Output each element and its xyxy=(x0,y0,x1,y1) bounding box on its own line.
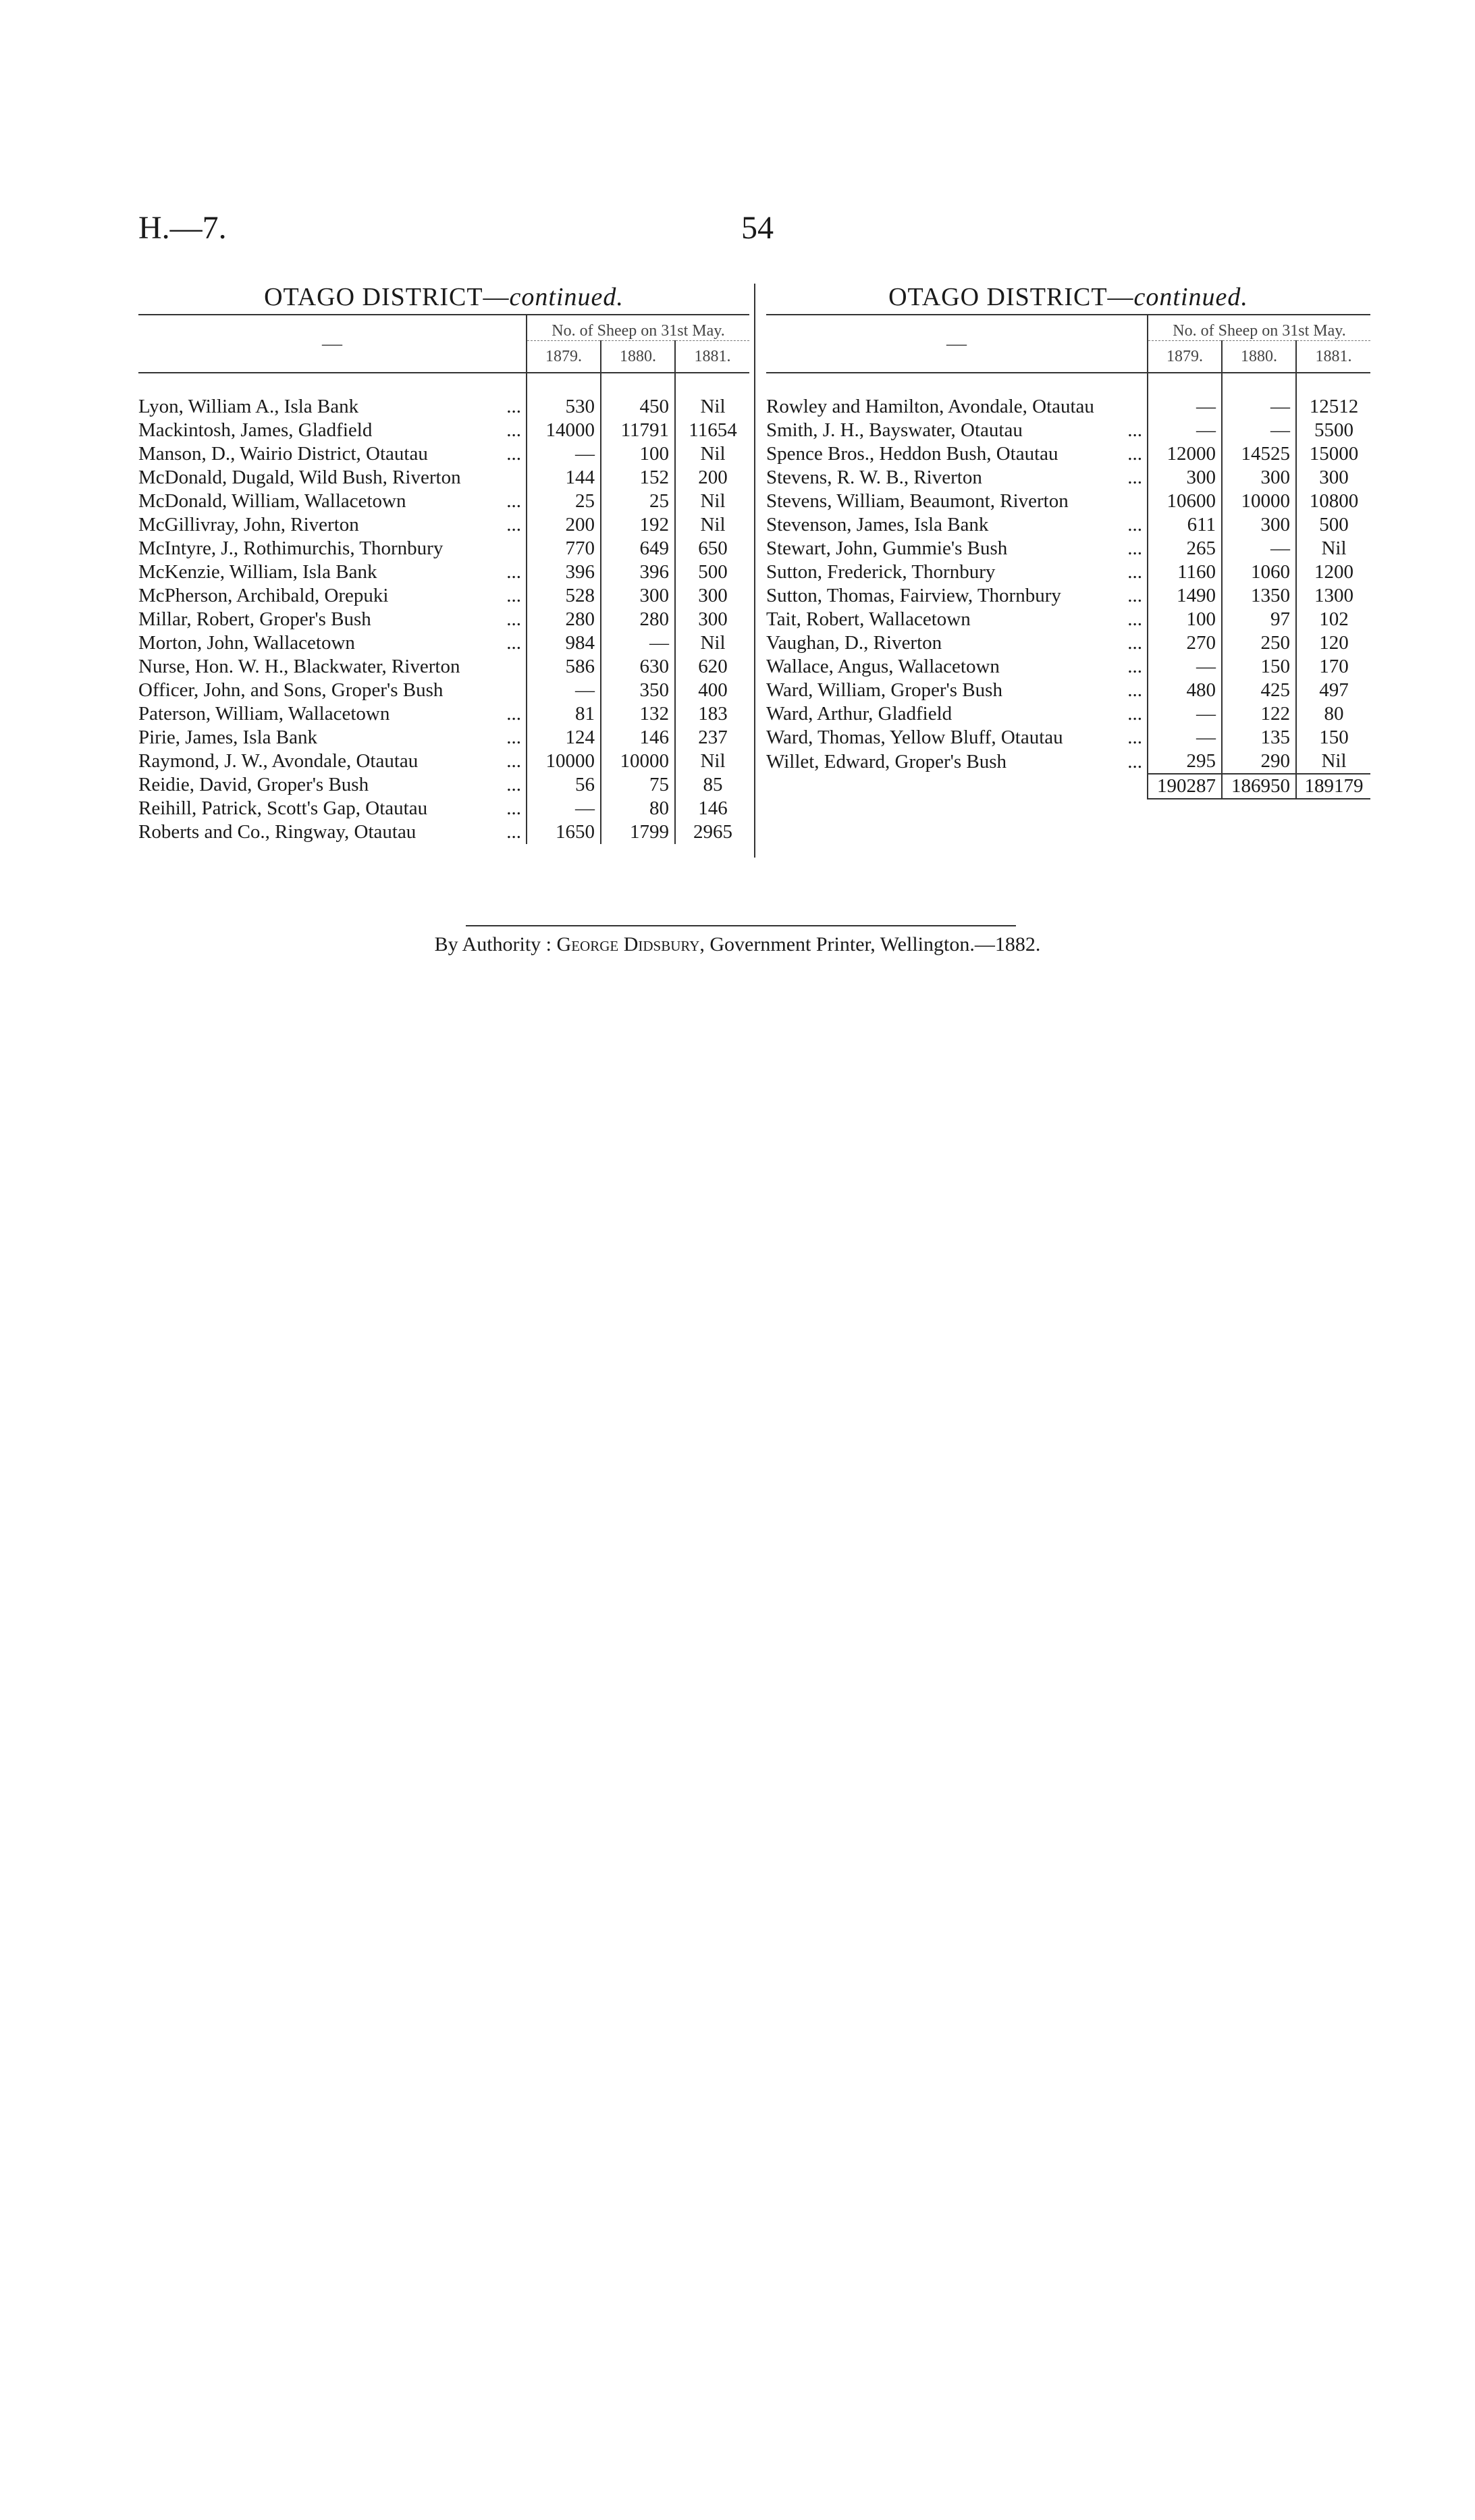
sheep-count-1881: 80 xyxy=(1296,702,1370,726)
station-owner-name xyxy=(766,750,1148,774)
dot-leader: ... xyxy=(506,443,521,465)
right-year-header: 1880. xyxy=(1222,341,1296,373)
sheep-count-1880: 450 xyxy=(601,395,675,419)
sheep-count-1880: 1799 xyxy=(601,820,675,844)
sheep-count-1881: Nil xyxy=(675,631,749,655)
sheep-count-1881: 15000 xyxy=(1296,442,1370,466)
sheep-count-1879: 144 xyxy=(527,466,601,490)
column-divider xyxy=(754,284,755,858)
dot-leader: ... xyxy=(1127,419,1142,441)
sheep-count-1880: 14525 xyxy=(1222,442,1296,466)
sheep-count-1881: 300 xyxy=(675,608,749,631)
left-year-header: 1879. xyxy=(527,341,601,373)
table-row xyxy=(766,490,1370,513)
station-owner-name xyxy=(766,726,1148,750)
sheep-count-1879: 770 xyxy=(527,537,601,560)
owner-name-text: Officer, John, and Sons, Groper's Bush xyxy=(138,679,444,701)
sheep-count-1880: 122 xyxy=(1222,702,1296,726)
dot-leader: ... xyxy=(506,821,521,843)
dot-leader: ... xyxy=(1127,608,1142,630)
dot-leader: ... xyxy=(506,561,521,583)
imprint-rule xyxy=(466,925,1016,926)
sheep-count-1880: 80 xyxy=(601,797,675,820)
table-row xyxy=(138,560,749,584)
sheep-count-1879: 396 xyxy=(527,560,601,584)
table-row xyxy=(138,820,749,844)
right-group-header: No. of Sheep on 31st May. xyxy=(1148,315,1370,341)
sheep-count-1880: 150 xyxy=(1222,655,1296,679)
owner-name-text: Smith, J. H., Bayswater, Otautau xyxy=(766,419,1023,441)
station-owner-name xyxy=(766,608,1148,631)
owner-name-text: Paterson, William, Wallacetown xyxy=(138,703,390,725)
left-title-main: OTAGO DISTRICT— xyxy=(264,283,510,311)
owner-name-text: Millar, Robert, Groper's Bush xyxy=(138,608,371,630)
sheep-count-1880: 10000 xyxy=(601,750,675,773)
station-owner-name xyxy=(138,655,527,679)
owner-name-text: Reihill, Patrick, Scott's Gap, Otautau xyxy=(138,797,428,819)
sheep-count-1880: 132 xyxy=(601,702,675,726)
owner-name-text: Reidie, David, Groper's Bush xyxy=(138,774,369,795)
dot-leader: ... xyxy=(506,396,521,417)
table-row xyxy=(766,442,1370,466)
owner-name-text: Nurse, Hon. W. H., Blackwater, Riverton xyxy=(138,656,460,677)
sheep-count-1881: 650 xyxy=(675,537,749,560)
sheep-count-1879: — xyxy=(527,797,601,820)
station-owner-name xyxy=(766,631,1148,655)
table-row xyxy=(138,608,749,631)
sheep-count-1881: 497 xyxy=(1296,679,1370,702)
total-sheep-count: 189179 xyxy=(1296,774,1370,799)
station-owner-name xyxy=(766,513,1148,537)
station-owner-name xyxy=(766,442,1148,466)
owner-name-text: Willet, Edward, Groper's Bush xyxy=(766,750,1007,772)
sheep-count-1881: Nil xyxy=(675,395,749,419)
table-row xyxy=(138,631,749,655)
station-owner-name xyxy=(138,537,527,560)
owner-name-text: Pirie, James, Isla Bank xyxy=(138,727,317,748)
dot-leader: ... xyxy=(1127,514,1142,535)
table-row xyxy=(138,750,749,773)
imprint-printer: George Didsbury xyxy=(556,933,700,955)
dot-leader: ... xyxy=(506,514,521,535)
sheep-count-1879: 300 xyxy=(1148,466,1222,490)
owner-name-text: Ward, Arthur, Gladfield xyxy=(766,703,953,725)
left-title-italic: continued. xyxy=(509,283,624,311)
sheep-count-1879: 586 xyxy=(527,655,601,679)
sheep-count-1879: — xyxy=(1148,655,1222,679)
dot-leader: ... xyxy=(506,585,521,606)
sheep-count-1879: 81 xyxy=(527,702,601,726)
left-name-header: — xyxy=(138,315,527,373)
sheep-count-1881: 620 xyxy=(675,655,749,679)
dot-leader: ... xyxy=(1127,467,1142,488)
sheep-count-1879: 1490 xyxy=(1148,584,1222,608)
station-owner-name xyxy=(138,490,527,513)
right-title-italic: continued. xyxy=(1133,283,1248,311)
left-group-header: No. of Sheep on 31st May. xyxy=(527,315,749,341)
station-owner-name xyxy=(138,797,527,820)
sheep-count-1881: 300 xyxy=(1296,466,1370,490)
sheep-count-1880: — xyxy=(1222,395,1296,419)
sheep-count-1880: 250 xyxy=(1222,631,1296,655)
station-owner-name xyxy=(766,490,1148,513)
sheep-count-1881: 5500 xyxy=(1296,419,1370,442)
sheep-count-1879: 265 xyxy=(1148,537,1222,560)
sheep-count-1880: 192 xyxy=(601,513,675,537)
sheep-count-1879: 10600 xyxy=(1148,490,1222,513)
sheep-count-1881: Nil xyxy=(1296,537,1370,560)
dot-leader: ... xyxy=(506,774,521,795)
sheep-count-1880: — xyxy=(601,631,675,655)
table-row xyxy=(138,797,749,820)
sheep-count-1881: 170 xyxy=(1296,655,1370,679)
dot-leader: ... xyxy=(1127,727,1142,748)
dot-leader: ... xyxy=(506,727,521,748)
owner-name-text: Raymond, J. W., Avondale, Otautau xyxy=(138,750,419,772)
sheep-count-1880: 146 xyxy=(601,726,675,750)
station-owner-name xyxy=(766,584,1148,608)
station-owner-name xyxy=(138,442,527,466)
sheep-count-1880: 300 xyxy=(1222,513,1296,537)
sheep-count-1879: 984 xyxy=(527,631,601,655)
station-owner-name xyxy=(138,419,527,442)
sheep-count-1881: 1200 xyxy=(1296,560,1370,584)
table-row xyxy=(766,513,1370,537)
station-owner-name xyxy=(766,419,1148,442)
dot-leader: ... xyxy=(1127,561,1142,583)
dot-leader: ... xyxy=(1127,585,1142,606)
sheep-count-1881: 500 xyxy=(1296,513,1370,537)
sheep-count-1881: Nil xyxy=(675,513,749,537)
station-owner-name xyxy=(138,773,527,797)
station-owner-name xyxy=(138,820,527,844)
sheep-count-1880: 300 xyxy=(601,584,675,608)
right-title-main: OTAGO DISTRICT— xyxy=(888,283,1134,311)
sheep-count-1879: 611 xyxy=(1148,513,1222,537)
sheep-count-1879: 528 xyxy=(527,584,601,608)
sheep-count-1881: 400 xyxy=(675,679,749,702)
dot-leader: ... xyxy=(1127,703,1142,725)
right-name-header: — xyxy=(766,315,1148,373)
owner-name-text: Roberts and Co., Ringway, Otautau xyxy=(138,821,417,843)
dot-leader: ... xyxy=(1127,750,1142,772)
table-row xyxy=(138,442,749,466)
owner-name-text: Stevenson, James, Isla Bank xyxy=(766,514,989,535)
table-row xyxy=(766,537,1370,560)
left-year-header: 1881. xyxy=(675,341,749,373)
sheep-count-1880: 1060 xyxy=(1222,560,1296,584)
sheep-count-1881: 10800 xyxy=(1296,490,1370,513)
table-row xyxy=(138,395,749,419)
owner-name-text: Vaughan, D., Riverton xyxy=(766,632,942,654)
table-row xyxy=(138,773,749,797)
dot-leader: ... xyxy=(1127,443,1142,465)
sheep-count-1880: 25 xyxy=(601,490,675,513)
station-owner-name xyxy=(138,513,527,537)
table-row xyxy=(138,419,749,442)
station-owner-name xyxy=(138,631,527,655)
sheep-count-1881: 85 xyxy=(675,773,749,797)
station-owner-name xyxy=(766,679,1148,702)
owner-name-text: Rowley and Hamilton, Avondale, Otautau xyxy=(766,396,1094,417)
sheep-count-1880: 11791 xyxy=(601,419,675,442)
owner-name-text: McKenzie, William, Isla Bank xyxy=(138,561,377,583)
station-owner-name xyxy=(766,655,1148,679)
owner-name-text: Stevens, R. W. B., Riverton xyxy=(766,467,982,488)
table-row xyxy=(766,608,1370,631)
sheep-count-1879: 10000 xyxy=(527,750,601,773)
sheep-count-1879: 1650 xyxy=(527,820,601,844)
station-owner-name xyxy=(138,395,527,419)
sheep-count-1881: 500 xyxy=(675,560,749,584)
sheep-count-1879: 280 xyxy=(527,608,601,631)
table-row xyxy=(766,655,1370,679)
sheep-count-1880: 649 xyxy=(601,537,675,560)
station-owner-name xyxy=(766,560,1148,584)
sheep-count-1881: 150 xyxy=(1296,726,1370,750)
owner-name-text: Lyon, William A., Isla Bank xyxy=(138,396,359,417)
right-column xyxy=(766,280,1370,799)
sheep-count-1879: 530 xyxy=(527,395,601,419)
sheep-count-1880: 10000 xyxy=(1222,490,1296,513)
sheep-count-1879: 12000 xyxy=(1148,442,1222,466)
station-owner-name xyxy=(138,750,527,773)
sheep-count-1879: 56 xyxy=(527,773,601,797)
station-owner-name xyxy=(766,466,1148,490)
sheep-count-1881: 11654 xyxy=(675,419,749,442)
sheep-count-1879: — xyxy=(1148,726,1222,750)
sheep-count-1880: 75 xyxy=(601,773,675,797)
station-owner-name xyxy=(138,726,527,750)
owner-name-text: McPherson, Archibald, Orepuki xyxy=(138,585,389,606)
owner-name-text: McGillivray, John, Riverton xyxy=(138,514,359,535)
sheep-count-1880: 100 xyxy=(601,442,675,466)
station-owner-name xyxy=(138,584,527,608)
sheep-count-1879: — xyxy=(1148,702,1222,726)
dot-leader: ... xyxy=(1127,632,1142,654)
sheep-count-1879: 200 xyxy=(527,513,601,537)
owner-name-text: Sutton, Thomas, Fairview, Thornbury xyxy=(766,585,1061,606)
sheep-count-1881: 2965 xyxy=(675,820,749,844)
table-row xyxy=(766,750,1370,774)
sheep-count-1880: 290 xyxy=(1222,750,1296,774)
table-row xyxy=(766,466,1370,490)
sheep-count-1881: 120 xyxy=(1296,631,1370,655)
dot-leader: ... xyxy=(506,490,521,512)
left-district-title xyxy=(138,280,749,314)
table-row xyxy=(766,679,1370,702)
sheep-count-1879: — xyxy=(527,679,601,702)
owner-name-text: McDonald, William, Wallacetown xyxy=(138,490,406,512)
dot-leader: ... xyxy=(1127,537,1142,559)
station-owner-name xyxy=(766,537,1148,560)
table-row xyxy=(138,655,749,679)
imprint-prefix: By Authority : xyxy=(434,933,552,955)
sheep-count-1881: 183 xyxy=(675,702,749,726)
table-row xyxy=(138,702,749,726)
owner-name-text: Stewart, John, Gummie's Bush xyxy=(766,537,1008,559)
sheep-count-1880: 135 xyxy=(1222,726,1296,750)
owner-name-text: Morton, John, Wallacetown xyxy=(138,632,355,654)
sheep-count-1879: — xyxy=(527,442,601,466)
sheep-count-1880: 97 xyxy=(1222,608,1296,631)
station-owner-name xyxy=(138,560,527,584)
dot-leader: ... xyxy=(506,703,521,725)
dot-leader: ... xyxy=(1127,679,1142,701)
station-owner-name xyxy=(138,466,527,490)
right-sheep-table xyxy=(766,314,1370,799)
imprint-suffix: , Government Printer, Wellington.—1882. xyxy=(699,933,1041,955)
left-column xyxy=(138,280,749,844)
sheep-count-1879: 124 xyxy=(527,726,601,750)
owner-name-text: Spence Bros., Heddon Bush, Otautau xyxy=(766,443,1058,465)
owner-name-text: Sutton, Frederick, Thornbury xyxy=(766,561,996,583)
table-row xyxy=(766,702,1370,726)
owner-name-text: Manson, D., Wairio District, Otautau xyxy=(138,443,428,465)
dot-leader: ... xyxy=(506,419,521,441)
sheep-count-1879: 295 xyxy=(1148,750,1222,774)
total-sheep-count: 190287 xyxy=(1148,774,1222,799)
sheep-count-1881: 237 xyxy=(675,726,749,750)
sheep-count-1879: 1160 xyxy=(1148,560,1222,584)
sheep-count-1879: — xyxy=(1148,395,1222,419)
table-row xyxy=(766,631,1370,655)
owner-name-text: Stevens, William, Beaumont, Riverton xyxy=(766,490,1069,512)
sheep-count-1880: 396 xyxy=(601,560,675,584)
sheep-count-1880: — xyxy=(1222,419,1296,442)
table-row xyxy=(138,490,749,513)
sheep-count-1881: Nil xyxy=(1296,750,1370,774)
dot-leader: ... xyxy=(506,608,521,630)
sheep-count-1880: 425 xyxy=(1222,679,1296,702)
sheep-count-1880: 1350 xyxy=(1222,584,1296,608)
totals-row xyxy=(766,774,1370,799)
dot-leader: ... xyxy=(506,632,521,654)
owner-name-text: Tait, Robert, Wallacetown xyxy=(766,608,971,630)
sheep-count-1881: Nil xyxy=(675,750,749,773)
right-year-header: 1881. xyxy=(1296,341,1370,373)
dot-leader: ... xyxy=(506,750,521,772)
station-owner-name xyxy=(138,702,527,726)
table-row xyxy=(138,466,749,490)
left-year-header: 1880. xyxy=(601,341,675,373)
owner-name-text: Ward, William, Groper's Bush xyxy=(766,679,1002,701)
station-owner-name xyxy=(138,679,527,702)
station-owner-name xyxy=(138,608,527,631)
dot-leader: ... xyxy=(506,797,521,819)
totals-label-empty xyxy=(766,774,1148,799)
sheep-count-1881: 12512 xyxy=(1296,395,1370,419)
owner-name-text: McIntyre, J., Rothimurchis, Thornbury xyxy=(138,537,444,559)
sheep-count-1879: 14000 xyxy=(527,419,601,442)
sheep-count-1881: 146 xyxy=(675,797,749,820)
table-row xyxy=(766,395,1370,419)
dot-leader: ... xyxy=(1127,656,1142,677)
table-row xyxy=(138,679,749,702)
sheep-count-1879: 270 xyxy=(1148,631,1222,655)
sheep-count-1881: 300 xyxy=(675,584,749,608)
total-sheep-count: 186950 xyxy=(1222,774,1296,799)
document-code: H.—7. xyxy=(138,210,227,246)
sheep-count-1880: 350 xyxy=(601,679,675,702)
sheep-count-1881: Nil xyxy=(675,442,749,466)
sheep-count-1880: — xyxy=(1222,537,1296,560)
station-owner-name xyxy=(766,702,1148,726)
sheep-count-1880: 280 xyxy=(601,608,675,631)
sheep-count-1880: 630 xyxy=(601,655,675,679)
owner-name-text: Wallace, Angus, Wallacetown xyxy=(766,656,1000,677)
table-row xyxy=(766,560,1370,584)
sheep-count-1879: 480 xyxy=(1148,679,1222,702)
table-row xyxy=(766,726,1370,750)
sheep-count-1879: — xyxy=(1148,419,1222,442)
table-row xyxy=(766,584,1370,608)
page-number: 54 xyxy=(741,210,774,246)
table-row xyxy=(138,537,749,560)
owner-name-text: Mackintosh, James, Gladfield xyxy=(138,419,373,441)
right-year-header: 1879. xyxy=(1148,341,1222,373)
right-district-title xyxy=(766,280,1370,314)
table-row xyxy=(138,726,749,750)
imprint xyxy=(0,933,1475,956)
sheep-count-1881: 1300 xyxy=(1296,584,1370,608)
table-row xyxy=(138,513,749,537)
left-sheep-table xyxy=(138,314,749,844)
owner-name-text: McDonald, Dugald, Wild Bush, Riverton xyxy=(138,467,461,488)
owner-name-text: Ward, Thomas, Yellow Bluff, Otautau xyxy=(766,727,1063,748)
sheep-count-1881: Nil xyxy=(675,490,749,513)
table-row xyxy=(138,584,749,608)
sheep-count-1880: 300 xyxy=(1222,466,1296,490)
sheep-count-1881: 200 xyxy=(675,466,749,490)
sheep-count-1879: 25 xyxy=(527,490,601,513)
sheep-count-1879: 100 xyxy=(1148,608,1222,631)
sheep-count-1880: 152 xyxy=(601,466,675,490)
table-row xyxy=(766,419,1370,442)
station-owner-name xyxy=(766,395,1148,419)
sheep-count-1881: 102 xyxy=(1296,608,1370,631)
